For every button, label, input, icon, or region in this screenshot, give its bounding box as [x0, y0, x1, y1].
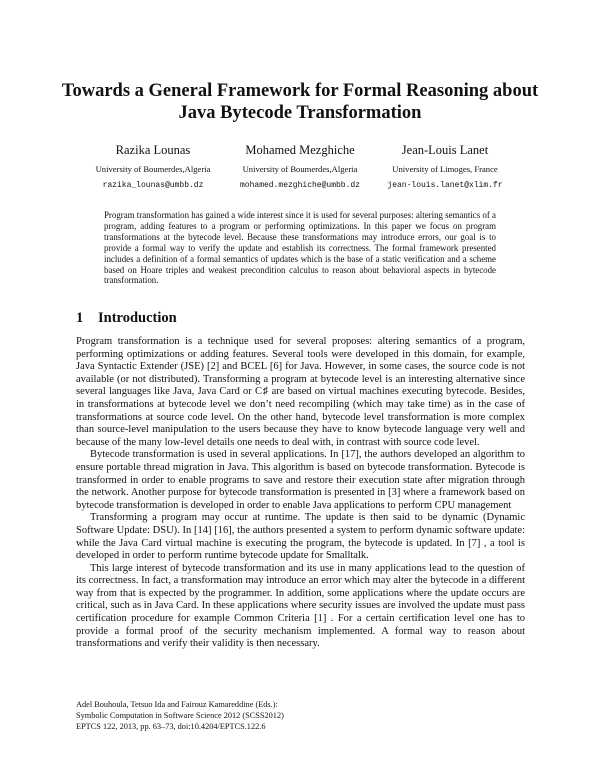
section-heading — [76, 310, 177, 327]
author-affiliation: University of Boumerdes,Algeria — [242, 164, 358, 174]
section-number: 1 — [76, 310, 84, 326]
author-affiliation: University of Limoges, France — [392, 164, 498, 174]
author-name: Razika Lounas — [115, 143, 191, 157]
section-title: Introduction — [98, 310, 177, 326]
publication-footer — [76, 699, 284, 733]
author-name: Mohamed Mezghiche — [245, 143, 355, 157]
paragraph: This large interest of bytecode transformation and its use in many applications lead to the question of its correctness. In fact, a transformation may introduce an error which may alter the bytecode in a different way from that is expected by the programmer. In addition, some applications where the update occurs are critical, such as in Java Card. In these applications where security issues are involved the update must pass certification procedure for example Common Criteria [1] . For a certain certification level one has to provide a formal proof of the security mechanism implemented. A formal way to reason about transformations and verify their validity is then necessary. — [76, 562, 525, 650]
author-affiliation: University of Boumerdes,Algeria — [95, 164, 211, 174]
author-email: razika_lounas@umbb.dz — [102, 181, 204, 190]
paragraph: Program transformation is a technique used for several proposes: altering semantics of a program, performing optimizations or adding features. Several tools were developed in this domain, for example, Java Syntactic Extender (JSE) [2] and BCEL [6] for Java. However, in some cases, the source code is not available (or not distributed). Transforming a program at bytecode level is an interesting alternative since several languages like Java, Java Card or C♯ are based on virtual machines executing bytecode. Besides, in transformations at bytecode level we don’t need recompiling (which may take time) as in the case of transformations at source code level. On the other hand, bytecode level transformation is more complex than source-level manipulation to the users because they have to know bytecode language very well and because of the many low-level details one needs to deal with, in contrast with source code level. — [76, 336, 525, 448]
paragraph: Bytecode transformation is used in several applications. In [17], the authors developed an algorithm to ensure portable thread migration in Java. This algorithm is based on bytecode transformation. Bytecode is transformed in order to enable programs to save and restore their execution state after migration through the network. Another purpose for bytecode transformation is presented in [3] where a framework based on bytecode transformation is developed in order to enable Java applications to perform CPU management — [76, 449, 525, 511]
title-line-2: Java Bytecode Transformation — [178, 103, 422, 123]
paragraph: Transforming a program may occur at runtime. The update is then said to be dynamic (Dynamic Software Update: DSU). In [14] [16], the authors presented a system to perform dynamic software update: while the Java Card virtual machine is executing the program, the bytecode is updated. In [7] , a tool is developed in order to perform runtime bytecode update for Smalltalk. — [76, 512, 525, 562]
body-text — [76, 336, 525, 651]
abstract: Program transformation has gained a wide interest since it is used for several purposes: altering semantics of a program, adding features to a program or performing optimizations. In this paper we focus on program transformations at the bytecode level. Because these transformations may introduce errors, our goal is to provide a formal way to verify the update and establish its correctness. The formal framework presented includes a definition of a formal semantics of updates which is the base of a static verification and a scheme based on Hoare triples and weakest precondition calculus to reason about behavioral aspects in bytecode transformation. — [104, 210, 496, 286]
paper-title — [40, 80, 560, 124]
author-email: mohamed.mezghiche@umbb.dz — [239, 181, 361, 190]
title-line-1: Towards a General Framework for Formal Reasoning about — [61, 81, 539, 101]
footer-proceedings: Symbolic Computation in Software Science 2012 (SCSS2012) — [76, 711, 284, 721]
footer-citation: EPTCS 122, 2013, pp. 63–73, doi:10.4204/EPTCS.122.6 — [76, 722, 266, 732]
author-3 — [345, 142, 545, 192]
author-email: jean-louis.lanet@xlim.fr — [387, 181, 503, 190]
author-name: Jean-Louis Lanet — [401, 143, 489, 157]
footer-editors: Adel Bouhoula, Tetsuo Ida and Fairouz Kamareddine (Eds.): — [76, 700, 278, 709]
